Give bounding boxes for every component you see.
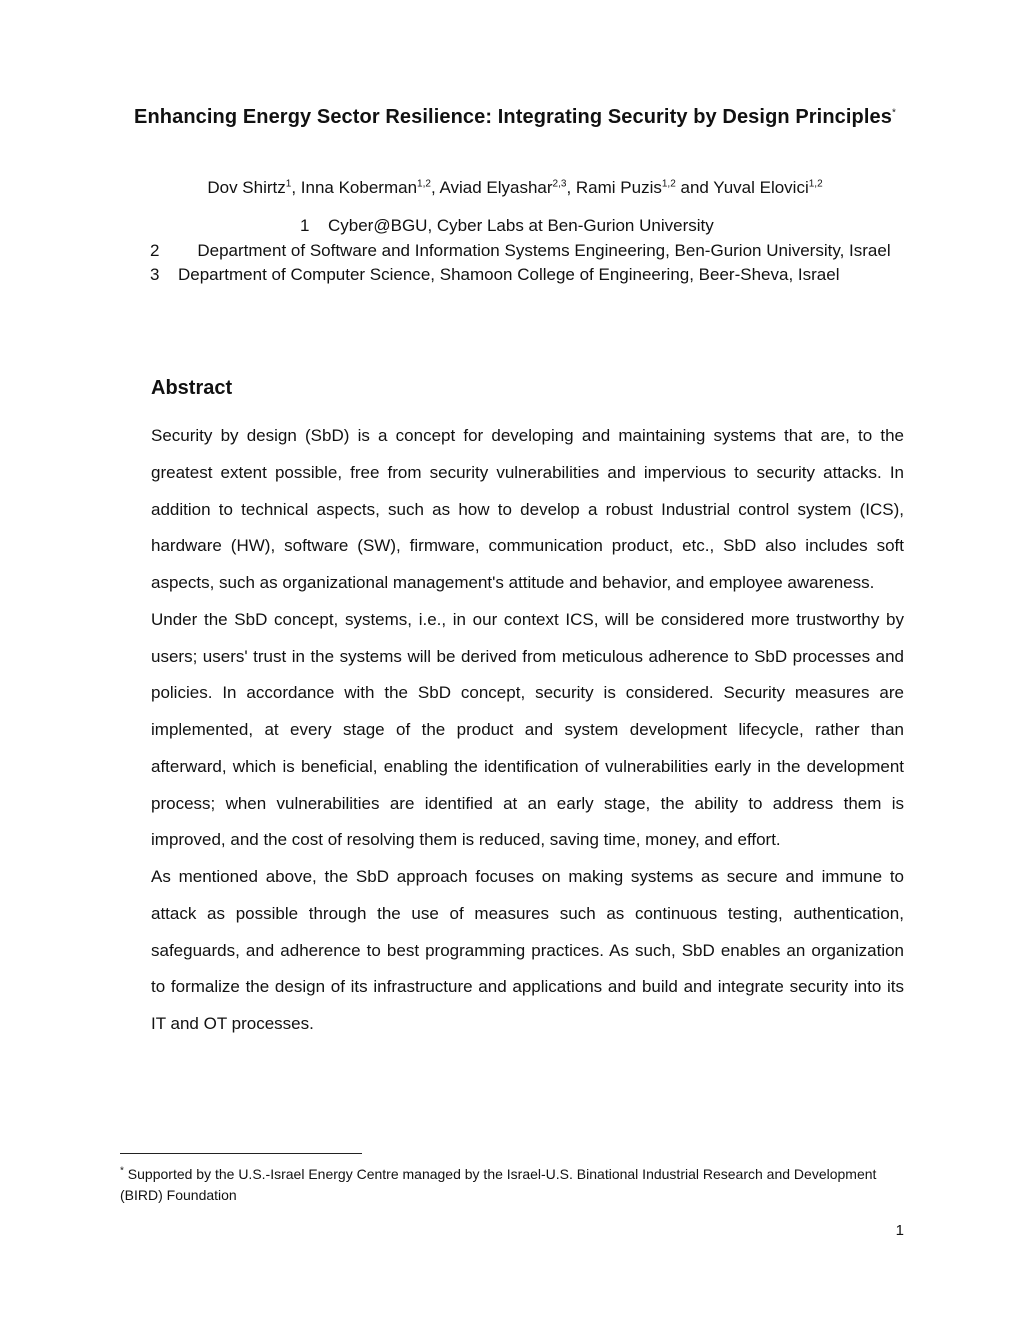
author-name: Yuval Elovici (713, 178, 809, 197)
author-name: Rami Puzis (575, 178, 662, 197)
affiliation-item (150, 239, 910, 264)
affiliation-list (150, 214, 910, 288)
author-affiliation-sup: 1 (285, 178, 292, 190)
author-name: Dov Shirtz (207, 178, 286, 197)
author-separator: , (430, 178, 440, 197)
author-name: Inna Koberman (300, 178, 418, 197)
abstract-paragraph: As mentioned above, the SbD approach focuses on making systems as secure and immune to attack as possible through the use of measures such as continuous testing, authentication, safeguards, and adherence to best programming practices. As such, SbD enables an organization to formalize the design of its infrastructure and applications and build and integrate security into its IT and OT processes. (151, 867, 904, 1033)
author-separator: and (675, 178, 714, 197)
author-affiliation-sup: 1,2 (417, 178, 431, 190)
author-affiliation-sup: 1,2 (661, 178, 676, 190)
footnote-text: Supported by the U.S.-Israel Energy Centre managed by the Israel-U.S. Binational Industrial Research and Development (BIRD) Foundation (120, 1166, 877, 1203)
affiliation-text: Cyber@BGU, Cyber Labs at Ben-Gurion University (328, 216, 714, 235)
abstract-paragraph: Security by design (SbD) is a concept for developing and maintaining systems that are, to the greatest extent possible, free from security vulnerabilities and impervious to security attacks. In addition to technical aspects, such as how to develop a robust Industrial control system (ICS), hardware (HW), software (SW), firmware, communication product, etc., SbD also includes soft aspects, such as organizational management's attitude and behavior, and employee awareness. (151, 426, 904, 592)
abstract-heading: Abstract (151, 377, 233, 399)
title-footnote-marker: * (891, 107, 896, 119)
page-number: 1 (895, 1222, 904, 1239)
footnote (120, 1164, 880, 1206)
affiliation-item (150, 263, 910, 288)
abstract-paragraph: Under the SbD concept, systems, i.e., in our context ICS, will be considered more trustworthy by users; users' trust in the systems will be derived from meticulous adherence to SbD processes and policies. In accordance with the SbD concept, security is considered. Security measures are implemented, at every stage of the product and system development lifecycle, rather than afterward, which is beneficial, enabling the identification of vulnerabilities early in the development process; when vulnerabilities are identified at an early stage, the ability to address them is improved, and the cost of resolving them is reduced, saving time, money, and effort. (151, 609, 904, 850)
affiliation-number: 1 (300, 216, 310, 235)
author-affiliation-sup: 2,3 (552, 178, 567, 190)
author-list (100, 178, 930, 198)
affiliation-number: 3 (150, 265, 160, 284)
footnote-divider (120, 1153, 362, 1154)
affiliation-text: Department of Computer Science, Shamoon College of Engineering, Beer-Sheva, Israel (178, 265, 840, 284)
footnote-marker: * (120, 1165, 124, 1177)
author-separator: , (566, 178, 576, 197)
abstract-body (151, 418, 904, 1043)
affiliation-number: 2 (150, 240, 160, 260)
affiliation-text: Department of Software and Information Systems Engineering, Ben-Gurion University, Israel (197, 240, 891, 260)
affiliation-item (150, 214, 910, 239)
author-separator: , (291, 178, 301, 197)
paper-title-text: Enhancing Energy Sector Resilience: Integrating Security by Design Principles (134, 106, 892, 128)
paper-title (100, 106, 930, 129)
author-affiliation-sup: 1,2 (808, 178, 823, 190)
author-name: Aviad Elyashar (439, 178, 553, 197)
